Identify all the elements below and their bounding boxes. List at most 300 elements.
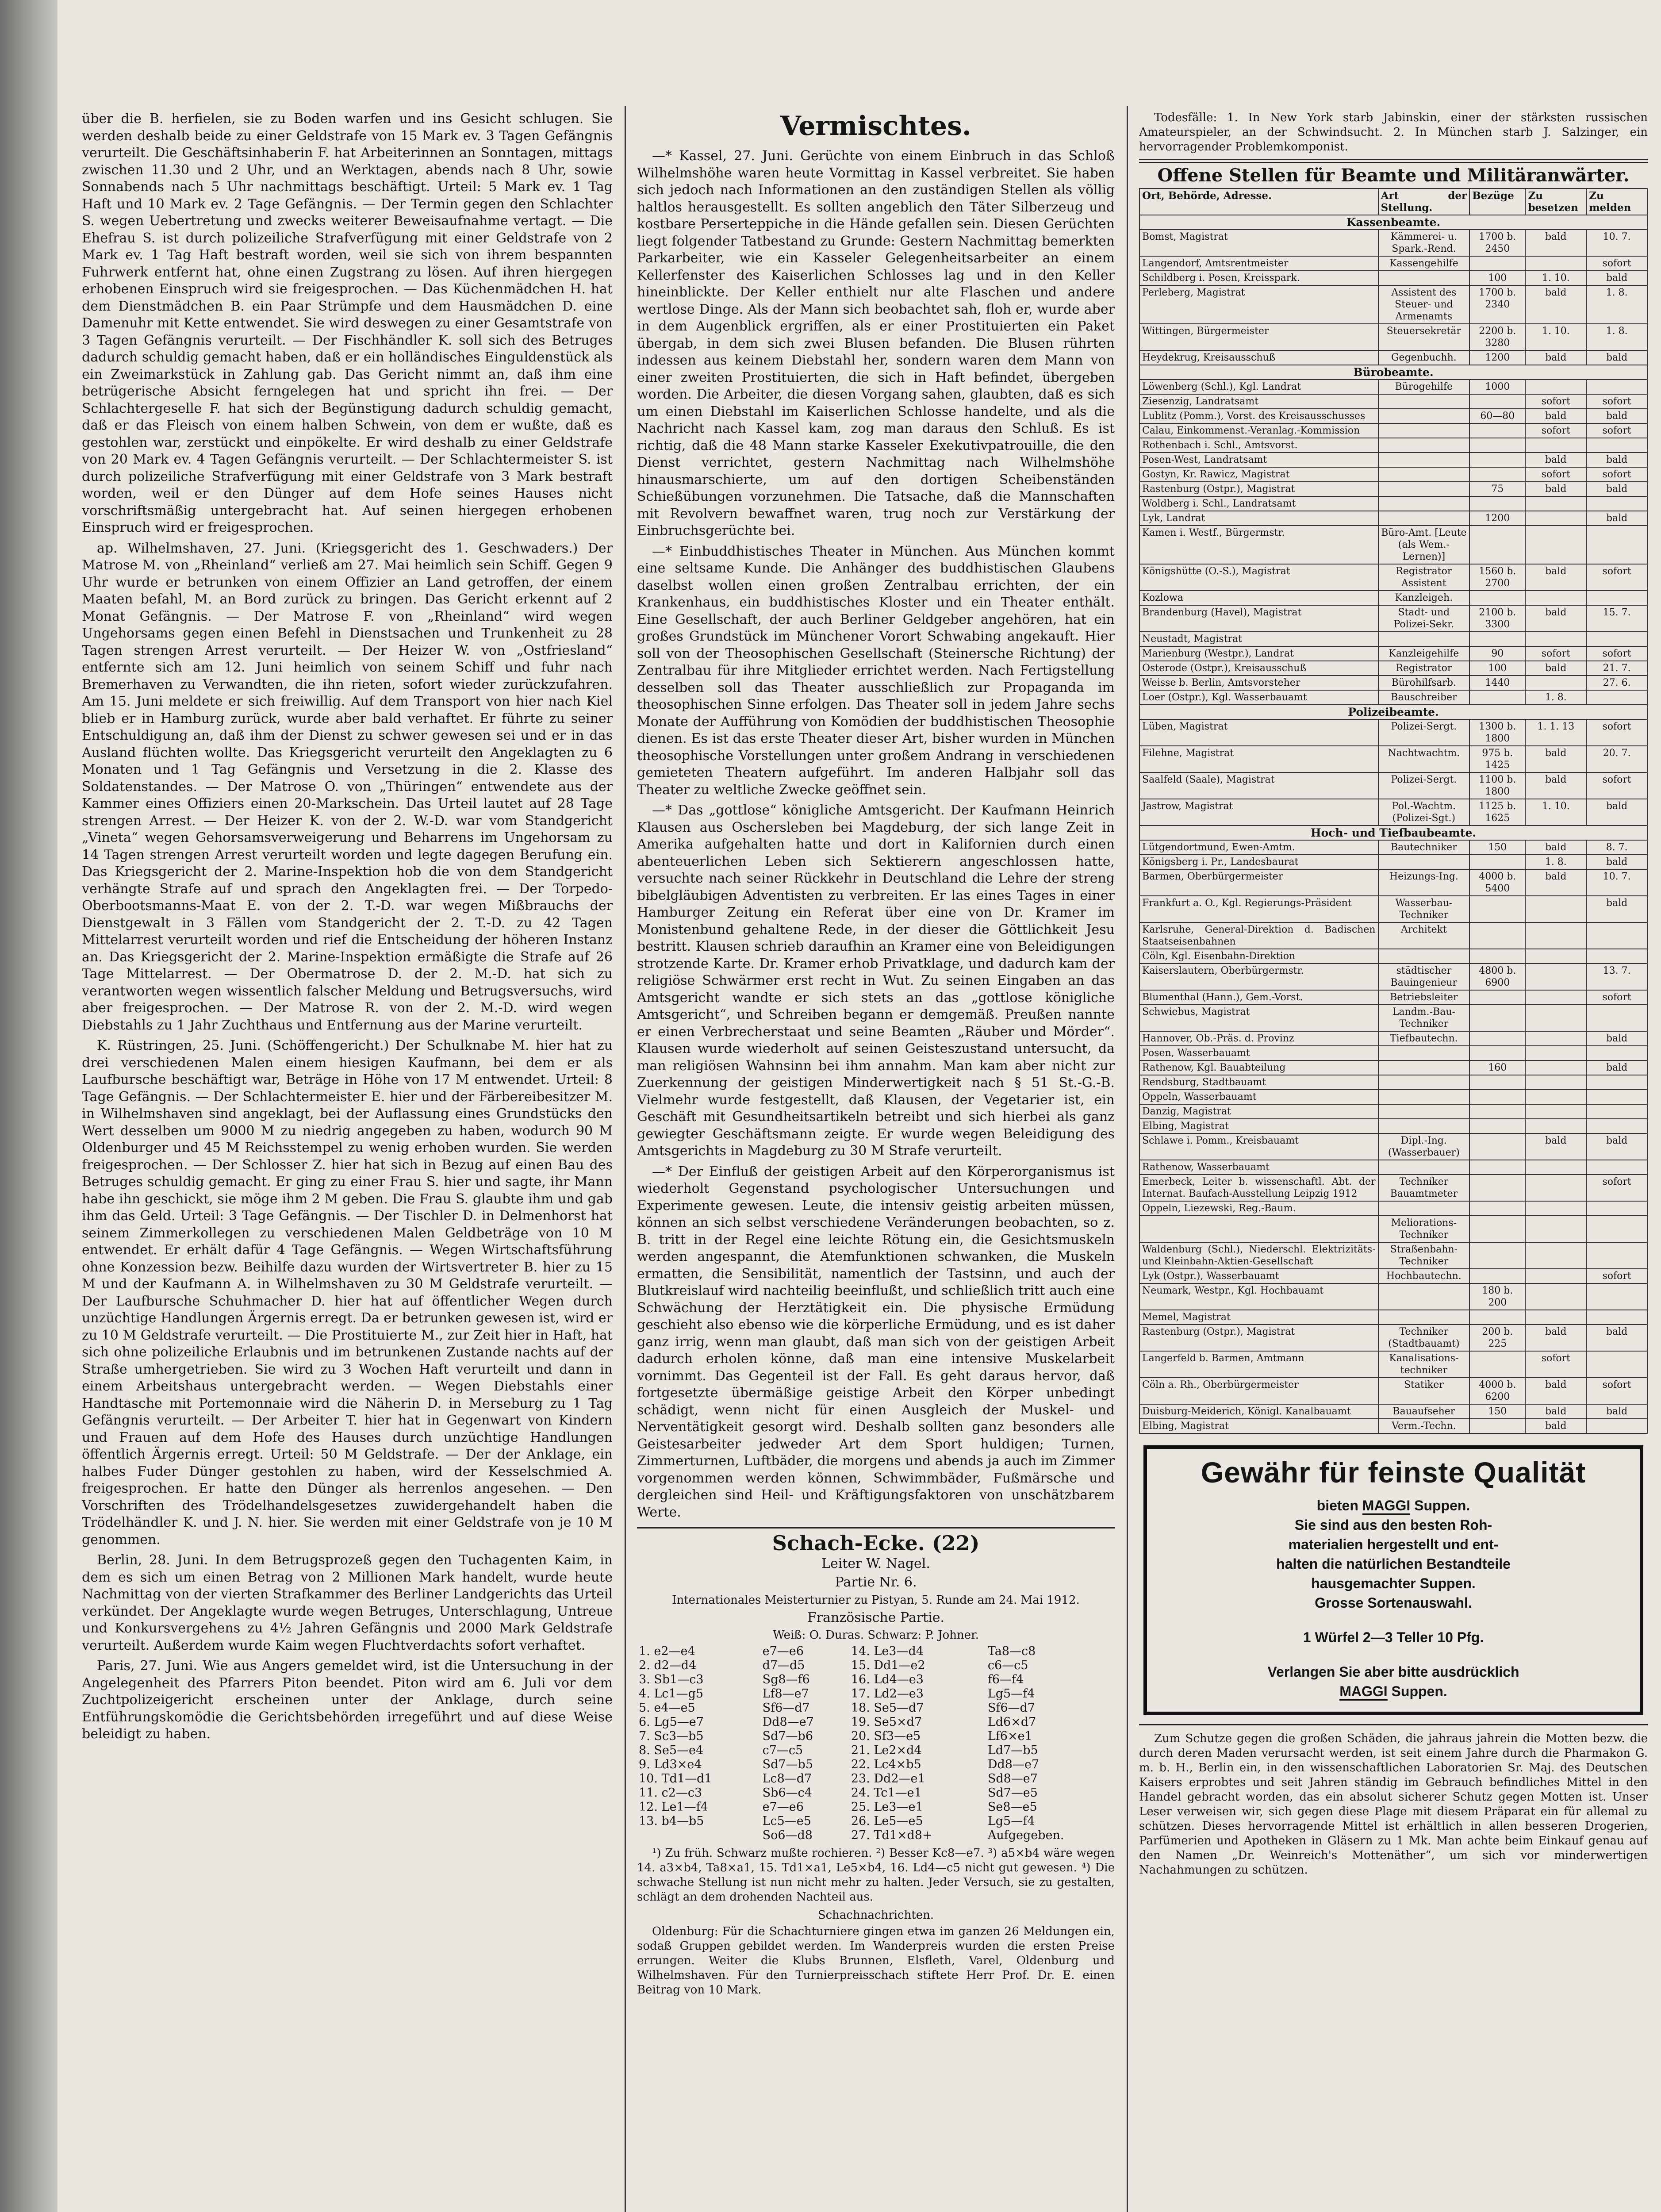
job-cell: Bürohilfsarb. xyxy=(1378,676,1470,690)
job-cell: 4000 b. 5400 xyxy=(1469,869,1525,896)
job-cell xyxy=(1586,690,1647,705)
job-cell: Schildberg i. Posen, Kreisspark. xyxy=(1139,271,1378,285)
job-cell xyxy=(1469,949,1525,964)
job-cell xyxy=(1469,1031,1525,1046)
job-row xyxy=(1139,1133,1647,1160)
job-cell xyxy=(1586,1160,1647,1175)
job-cell: Meliorations-Techniker xyxy=(1378,1216,1470,1242)
job-cell xyxy=(1586,438,1647,453)
divider xyxy=(637,1527,1115,1528)
chess-move-cell: 8. Se5—e4 xyxy=(639,1743,704,1757)
job-row xyxy=(1139,496,1647,511)
job-cell: Oppeln, Liezewski, Reg.-Baum. xyxy=(1139,1201,1378,1216)
chess-move-cell xyxy=(637,1828,761,1843)
job-cell: 1. 10. xyxy=(1525,324,1586,350)
job-cell: Kämmerei- u. Spark.-Rend. xyxy=(1378,230,1470,256)
chess-move-cell: d7—d5 xyxy=(762,1659,805,1672)
news-paragraph: —* Einbuddhistisches Theater in München. Aus München kommt eine seltsame Kunde. Die Anhänger des buddhistischen Glaubens daselbst wollen einen großen Zentralbau errichten, der ein Krankenhaus, ein buddhistisches Kloster und ein Theater enthält. Eine Gesellschaft, der auch Berliner Geldgeber angehören, hat ein großes Grundstück im Münchener Vorort Schwabing angekauft. Hier soll von der Theosophischen Gesellschaft (Steinersche Richtung) der Zentralbau für ihre Mitglieder errichtet werden. Nach Fertigstellung desselben soll das Theater ausschließlich zur Propaganda im theosophischen Sinne erfolgen. Das Theater soll in jedem Jahre sechs Monate der Aufführung von Komödien der buddhistischen Theosophie dienen. Es ist das erste Theater dieser Art, bisher wurden in München theosophische Vorstellungen unter großem Andrang in verschiedenen gemieteten Theatern aufgeführt. Im anderen Halbjahr soll das Theater zu weltliche Zwecke geöffnet sein. xyxy=(637,543,1115,798)
binding-edge xyxy=(0,0,58,2212)
job-cell xyxy=(1525,1242,1586,1269)
job-cell: Assistent des Steuer- und Armenamts xyxy=(1378,285,1470,324)
job-cell: 1. 8. xyxy=(1525,855,1586,869)
chess-moves-table xyxy=(637,1644,1115,1843)
job-cell xyxy=(1525,511,1586,526)
job-row xyxy=(1139,256,1647,271)
job-cell xyxy=(1525,1216,1586,1242)
job-cell xyxy=(1525,922,1586,949)
job-cell xyxy=(1586,591,1647,605)
job-row xyxy=(1139,1104,1647,1119)
job-cell: Straßenbahn-Techniker xyxy=(1378,1242,1470,1269)
court-report-paragraph: ap. Wilhelmshaven, 27. Juni. (Kriegsgericht des 1. Geschwaders.) Der Matrose M. von „Rheinland“ verließ am 27. Mai heimlich sein Schiff. Gegen 9 Uhr wurde er betrunken von einem Offizier an Land getroffen, der einem Maaten befahl, M. an Bord zurück zu bringen. Das Gericht erkennt auf 2 Monat Gefängnis. — Der Matrose F. von „Rheinland“ wird wegen Ungehorsams gegen einen Befehl in Dienstsachen und Trunkenheit zu 28 Tagen strengen Arrest verurteilt. — Der Heizer W. von „Ostfriesland“ entfernte sich am 12. Juni heimlich von seinem Schiff und fuhr nach Bremerhaven zu Verwandten, die ihn rieten, sofort wieder zurückzufahren. Am 15. Juni meldete er sich freiwillig. Auf dem Transport von hier nach Kiel blieb er in Hamburg zurück, wurde aber bald verhaftet. Er führte zu seiner Entschuldigung an, daß ihm der Dienst zu schwer gewesen sei und er in das Ausland flüchten wollte. Das Kriegsgericht verurteilt den Angeklagten zu 6 Monaten und 1 Tag Gefängnis und Versetzung in die 2. Klasse des Soldatenstandes. — Der Matrose O. von „Thüringen“ entwendete aus der Kammer eines Offiziers einen 20-Markschein. Das Urteil lautet auf 28 Tage strengen Arrest. — Der Heizer K. von der 2. W.-D. war vom Standgericht „Vineta“ wegen Gehorsamsverweigerung und Beharrens im Ungehorsam zu 14 Tagen strengen Arrest verurteilt worden und legte dagegen Berufung ein. Das Kriegsgericht der 2. Marine-Inspektion hob die von dem Standgericht verhängte Strafe auf und sprach den Angeklagten frei. — Der Torpedo-Oberbootsmanns-Maat E. von der 2. T.-D. war wegen Mißbrauchs der Dienstgewalt in 3 Fällen vom Standgericht der 2. T.-D. zu 42 Tagen Mittelarrest verurteilt worden und rief die Entscheidung der höheren Instanz an. Das Kriegsgericht der 2. Marine-Inspektion ermäßigte die Strafe auf 26 Tage Mittelarrest. — Der Obermatrose D. der 2. M.-D. hat sich zu verantworten wegen wissentlich falscher Meldung und Betrugsversuchs, wird aber freigesprochen. — Der Matrose R. von der 2. M.-D. wird wegen Diebstahls zu 1 Jahr Zuchthaus und Entfernung aus der Marine verurteilt. xyxy=(82,540,613,1033)
news-paragraph: —* Kassel, 27. Juni. Gerüchte von einem Einbruch in das Schloß Wilhelmshöhe waren heute Vormittag in Kassel verbreitet. Sie haben sich jedoch nach Informationen an den zuständigen Stellen als völlig haltlos herausgestellt. Es sollten angeblich den Täter Silberzeug und kostbare Perserteppiche in die Hände gefallen sein. Diesen Gerüchten liegt folgender Tatbestand zu Grunde: Gestern Nachmittag bemerkten Parkarbeiter, wie ein Kasseler Gelegenheitsarbeiter an einem Kellerfenster des Kaiserlichen Schlosses lag und in den Keller hineinblickte. Der Keller enthielt nur alte Flaschen und andere wertlose Dinge. Als der Mann sich beobachtet sah, floh er, wurde aber in dem Augenblick ergriffen, als er einer Prostituierten ein Paket übergab, in dem sich zwei Blusen befanden. Die Blusen rührten indessen aus keinem Diebstahl her, sondern waren dem Mann von einer zweiten Prostituierten, die sich in Haft befindet, übergeben worden. Die Arbeiter, die diesen Vorgang sahen, glaubten, daß es sich um einen Diebstahl im Kaiserlichen Schlosse handelte, und als die Nachricht nach Kassel kam, zog man daraus den Schluß. Es ist richtig, daß die 48 Mann starke Kasseler Exekutivpatrouille, die den Dienst verrichtet, gestern Nachmittag nach Wilhelmshöhe hinausmarschierte, um auf den dortigen Scheibenständen Schießübungen vorzunehmen. Die Tatsache, daß die Mannschaften mit Revolvern bewaffnet waren, trug noch zur Verstärkung der Einbruchsgerüchte bei. xyxy=(637,148,1115,538)
job-cell: Kassengehilfe xyxy=(1378,256,1470,271)
job-cell xyxy=(1469,423,1525,438)
job-cell: 1. 8. xyxy=(1586,285,1647,324)
chess-move-cell: Sd8—e7 xyxy=(987,1772,1038,1786)
job-cell xyxy=(1378,467,1470,482)
job-row xyxy=(1139,632,1647,646)
job-cell xyxy=(1469,1046,1525,1060)
column-middle xyxy=(637,111,1115,2212)
job-cell: bald xyxy=(1525,482,1586,496)
ad-brand-logo: MAGGI xyxy=(1339,1683,1387,1701)
job-cell: Tiefbautechn. xyxy=(1378,1031,1470,1046)
job-row xyxy=(1139,438,1647,453)
job-category-row xyxy=(1139,705,1647,719)
job-cell: Königsberg i. Pr., Landesbaurat xyxy=(1139,855,1378,869)
job-cell xyxy=(1469,453,1525,467)
job-col-header: Art der Stellung. xyxy=(1378,188,1470,215)
job-row xyxy=(1139,1119,1647,1133)
chess-move-cell: Sg8—f6 xyxy=(762,1673,810,1686)
job-cell: Betriebsleiter xyxy=(1378,990,1470,1005)
job-cell xyxy=(1469,1090,1525,1104)
chess-move-cell: 27. Td1×d8+ xyxy=(851,1828,932,1842)
job-cell xyxy=(1586,1242,1647,1269)
job-cell: sofort xyxy=(1586,423,1647,438)
job-row xyxy=(1139,1046,1647,1060)
job-cell xyxy=(1525,1175,1586,1201)
job-cell: 2200 b. 3280 xyxy=(1469,324,1525,350)
job-cell xyxy=(1525,438,1586,453)
job-row xyxy=(1139,511,1647,526)
job-cell: Wittingen, Bürgermeister xyxy=(1139,324,1378,350)
job-col-header: Ort, Behörde, Adresse. xyxy=(1139,188,1378,215)
job-row xyxy=(1139,1242,1647,1269)
job-cell: Duisburg-Meiderich, Königl. Kanalbauamt xyxy=(1139,1404,1378,1419)
job-cell: Heydekrug, Kreisausschuß xyxy=(1139,350,1378,365)
chess-move-cell: Lg5—f4 xyxy=(987,1687,1035,1701)
chess-move-cell: 13. b4—b5 xyxy=(639,1814,704,1828)
job-cell: Osterode (Ostpr.), Kreisausschuß xyxy=(1139,661,1378,676)
job-row xyxy=(1139,964,1647,990)
job-col-header: Zu besetzen xyxy=(1525,188,1586,215)
chess-news-heading: Schachnachrichten. xyxy=(817,1909,934,1922)
news-paragraph: —* Das „gottlose“ königliche Amtsgericht. Der Kaufmann Heinrich Klausen aus Oschersleben bei Magdeburg, der sich lange Zeit in Amerika aufgehalten hatte und dort in Kalifornien durch einen abenteuerlichen Leben sich Sektierern angeschlossen hatte, versuchte nach seiner Rückkehr in Deutschland die Lehre der streng bibelgläubigen Adventisten zu verbreiten. Er las eines Tages in einer Hamburger Zeitung ein Referat über eine von Dr. Kramer im Monistenbund gehaltene Rede, in der dieser die Göttlichkeit Jesu bestritt. Klausen schrieb daraufhin an Kramer eine von Beleidigungen strotzende Karte. Dr. Kramer erhob Privatklage, und dadurch kam der religiöse Schwärmer erst recht in Wut. Zu seinen Eingaben an das Amtsgericht wandte er sich stets an das „gottlose königliche Amtsgericht“, und Schreiben begann er demgemäß. Preußen nannte er einen Verbrecherstaat und seine Beamten „Räuber und Mörder“. Klausen wurde wiederholt auf seinen Geisteszustand untersucht, da man religiösen Wahnsinn bei ihm annahm. Man kam aber nicht zur Zuerkennung der geistigen Minderwertigkeit nach § 51 St.-G.-B. Vielmehr wurde festgestellt, daß Klausen, der Vegetarier ist, ein Geschäft mit Gesundheitsartikeln betreibt und sich hierbei als ganz gewiegter Geschäftsmann zeigte. Er wurde wegen Beleidigung des Amtsgerichts in Magdeburg zu 30 M Strafe verurteilt. xyxy=(637,803,1115,1159)
job-cell: 1700 b. 2340 xyxy=(1469,285,1525,324)
job-cell: 27. 6. xyxy=(1586,676,1647,690)
job-category-row xyxy=(1139,215,1647,230)
job-row xyxy=(1139,1310,1647,1325)
chess-move-cell: 24. Tc1—e1 xyxy=(851,1786,922,1800)
job-cell: Bürogehilfe xyxy=(1378,380,1470,394)
job-cell xyxy=(1525,591,1586,605)
job-cell: Langerfeld b. Barmen, Amtmann xyxy=(1139,1351,1378,1378)
job-cell: bald xyxy=(1525,409,1586,423)
job-row xyxy=(1139,896,1647,922)
chess-move-cell: Aufgegeben. xyxy=(987,1828,1064,1842)
job-cell: städtischer Bauingenieur xyxy=(1378,964,1470,990)
job-cell xyxy=(1378,511,1470,526)
job-cell: Kanzleigehilfe xyxy=(1378,646,1470,661)
job-cell xyxy=(1525,1104,1586,1119)
job-cell: Weisse b. Berlin, Amtsvorsteher xyxy=(1139,676,1378,690)
job-cell: Elbing, Magistrat xyxy=(1139,1419,1378,1433)
job-cell xyxy=(1378,1046,1470,1060)
chess-move-cell: c7—c5 xyxy=(762,1743,803,1757)
job-cell: sofort xyxy=(1586,990,1647,1005)
chess-move-row xyxy=(637,1659,1115,1673)
chess-move-row xyxy=(637,1729,1115,1743)
chess-move-cell: 18. Se5—d7 xyxy=(851,1701,924,1715)
chess-move-cell: 5. e4—e5 xyxy=(639,1701,695,1715)
job-row xyxy=(1139,990,1647,1005)
job-cell: bald xyxy=(1586,1060,1647,1075)
chess-move-cell: e7—e6 xyxy=(762,1800,804,1814)
job-row xyxy=(1139,271,1647,285)
job-cell xyxy=(1469,1216,1525,1242)
chess-move-cell: 19. Se5×d7 xyxy=(851,1715,922,1729)
job-cell: 1. 8. xyxy=(1525,690,1586,705)
ad-price: 1 Würfel 2—3 Teller 10 Pfg. xyxy=(1303,1629,1484,1645)
column-rule xyxy=(1127,106,1128,2212)
job-cell: Frankfurt a. O., Kgl. Regierungs-Präsident xyxy=(1139,896,1378,922)
job-cell: 15. 7. xyxy=(1586,605,1647,632)
job-row xyxy=(1139,467,1647,482)
job-cell xyxy=(1378,1310,1470,1325)
job-cell: 150 xyxy=(1469,840,1525,855)
job-cell: bald xyxy=(1525,564,1586,591)
job-cell xyxy=(1378,1283,1470,1310)
job-cell: sofort xyxy=(1586,1269,1647,1283)
job-cell: bald xyxy=(1586,855,1647,869)
job-row xyxy=(1139,661,1647,676)
job-cell xyxy=(1469,526,1525,564)
chess-move-row xyxy=(637,1800,1115,1814)
chess-move-cell: Lc5—e5 xyxy=(762,1814,811,1828)
job-cell: Königshütte (O.-S.), Magistrat xyxy=(1139,564,1378,591)
job-row xyxy=(1139,324,1647,350)
job-row xyxy=(1139,799,1647,826)
job-row xyxy=(1139,1060,1647,1075)
job-cell: Emerbeck, Leiter b. wissenschaftl. Abt. der Internat. Baufach-Ausstellung Leipzig 1912 xyxy=(1139,1175,1378,1201)
job-cell: sofort xyxy=(1525,423,1586,438)
job-cell: Cöln a. Rh., Oberbürgermeister xyxy=(1139,1378,1378,1404)
job-cell: Lüben, Magistrat xyxy=(1139,719,1378,746)
job-list-heading: Offene Stellen für Beamte und Militäranwärter. xyxy=(1157,165,1630,186)
job-cell xyxy=(1525,1310,1586,1325)
job-row xyxy=(1139,1090,1647,1104)
job-cell: Memel, Magistrat xyxy=(1139,1310,1378,1325)
job-cell xyxy=(1469,1175,1525,1201)
job-col-header: Zu melden xyxy=(1586,188,1647,215)
job-cell xyxy=(1378,1075,1470,1090)
job-cell: 1000 xyxy=(1469,380,1525,394)
job-cell: Verm.-Techn. xyxy=(1378,1419,1470,1433)
chess-move-cell: 26. Le5—e5 xyxy=(851,1814,923,1828)
job-row xyxy=(1139,1419,1647,1433)
chess-move-cell: 22. Lc4×b5 xyxy=(851,1758,921,1771)
job-cell: 1200 xyxy=(1469,350,1525,365)
job-cell: 1700 b. 2450 xyxy=(1469,230,1525,256)
job-cell xyxy=(1469,990,1525,1005)
job-row xyxy=(1139,719,1647,746)
job-cell: 1100 b. 1800 xyxy=(1469,772,1525,799)
job-cell xyxy=(1586,1119,1647,1133)
job-cell: 1560 b. 2700 xyxy=(1469,564,1525,591)
job-cell: 180 b. 200 xyxy=(1469,1283,1525,1310)
job-cell: Kanalisations-techniker xyxy=(1378,1351,1470,1378)
chess-move-cell: Lc8—d7 xyxy=(762,1772,812,1786)
job-row xyxy=(1139,380,1647,394)
job-row xyxy=(1139,1216,1647,1242)
ad-line: Grosse Sortenauswahl. xyxy=(1315,1595,1472,1611)
job-category-label: Hoch- und Tiefbaubeamte. xyxy=(1139,826,1647,840)
job-cell: 1300 b. 1800 xyxy=(1469,719,1525,746)
job-cell xyxy=(1586,1090,1647,1104)
job-cell: bald xyxy=(1525,1378,1586,1404)
job-cell: Gostyn, Kr. Rawicz, Magistrat xyxy=(1139,467,1378,482)
job-cell: 150 xyxy=(1469,1404,1525,1419)
job-cell xyxy=(1586,1075,1647,1090)
job-cell: 75 xyxy=(1469,482,1525,496)
job-cell: 100 xyxy=(1469,661,1525,676)
job-category-label: Kassenbeamte. xyxy=(1139,215,1647,230)
job-cell: bald xyxy=(1525,869,1586,896)
job-cell: 4800 b. 6900 xyxy=(1469,964,1525,990)
job-cell xyxy=(1525,1283,1586,1310)
job-cell: Nachtwachtm. xyxy=(1378,746,1470,772)
job-cell: sofort xyxy=(1525,394,1586,409)
job-row xyxy=(1139,285,1647,324)
job-row xyxy=(1139,1378,1647,1404)
job-row xyxy=(1139,564,1647,591)
job-row xyxy=(1139,1031,1647,1046)
job-cell xyxy=(1525,496,1586,511)
ad-line: materialien hergestellt und ent- xyxy=(1288,1536,1499,1552)
job-cell: Rothenbach i. Schl., Amtsvorst. xyxy=(1139,438,1378,453)
job-cell: Landm.-Bau-Techniker xyxy=(1378,1005,1470,1031)
job-cell: 200 b. 225 xyxy=(1469,1325,1525,1351)
job-cell: bald xyxy=(1525,772,1586,799)
job-cell: 20. 7. xyxy=(1586,746,1647,772)
job-cell: bald xyxy=(1586,799,1647,826)
job-cell: Techniker (Stadtbauamt) xyxy=(1378,1325,1470,1351)
chess-move-cell: Sb6—c4 xyxy=(762,1786,812,1800)
job-row xyxy=(1139,949,1647,964)
job-cell: Rathenow, Kgl. Bauabteilung xyxy=(1139,1060,1378,1075)
chess-move-cell: 7. Sc3—b5 xyxy=(639,1729,704,1743)
job-cell: 90 xyxy=(1469,646,1525,661)
chess-move-cell: So6—d8 xyxy=(762,1828,813,1842)
job-cell xyxy=(1525,964,1586,990)
job-row xyxy=(1139,772,1647,799)
job-vacancies-table xyxy=(1139,188,1648,1434)
chess-notes: ¹) Zu früh. Schwarz mußte rochieren. ²) Besser Kc8—e7. ³) a5×b4 wäre wegen 14. a3×b4, Ta8×a1, 15. Td1×a1, Le5×b4, 16. Ld4—c5 nicht gut gewesen. ⁴) Die schwache Stellung ist nun nicht mehr zu halten. Jeder Versuch, sie zu gestalten, schlägt an dem drohenden Nachteil aus. xyxy=(637,1847,1115,1904)
job-cell xyxy=(1378,438,1470,453)
chess-move-cell: Dd8—e7 xyxy=(987,1758,1040,1771)
job-cell: bald xyxy=(1525,661,1586,676)
chess-leader: Leiter W. Nagel. xyxy=(821,1555,930,1571)
job-col-header: Bezüge xyxy=(1469,188,1525,215)
job-cell xyxy=(1469,1075,1525,1090)
job-row xyxy=(1139,646,1647,661)
job-cell: Kamen i. Westf., Bürgermstr. xyxy=(1139,526,1378,564)
job-cell xyxy=(1378,1201,1470,1216)
chess-move-cell: 16. Ld4—e3 xyxy=(851,1673,924,1686)
chess-move-cell: c6—c5 xyxy=(987,1659,1028,1672)
job-cell: bald xyxy=(1586,1404,1647,1419)
divider xyxy=(1139,1724,1648,1725)
job-row xyxy=(1139,453,1647,467)
court-report-paragraph: Berlin, 28. Juni. In dem Betrugsprozeß gegen den Tuchagenten Kaim, in dem es sich um einen Betrag von 2 Millionen Mark handelt, wurde heute Nachmittag von der vierten Strafkammer des Berliner Landgerichts das Urteil verkündet. Der Angeklagte wurde wegen Betruges, Unterschlagung, Untreue und Konkursvergehens zu 4½ Jahren Gefängnis und 2000 Mark Geldstrafe verurteilt. Außerdem wurde Kaim wegen Fluchtverdachts sofort verhaftet. xyxy=(82,1552,613,1653)
chess-heading: Schach-Ecke. (22) xyxy=(772,1531,980,1555)
job-cell xyxy=(1586,496,1647,511)
job-cell: Hannover, Ob.-Präs. d. Provinz xyxy=(1139,1031,1378,1046)
chess-move-row xyxy=(637,1644,1115,1659)
job-row xyxy=(1139,855,1647,869)
ad-text: Suppen. xyxy=(1414,1498,1470,1513)
job-cell: 1. 1. 13 xyxy=(1525,719,1586,746)
job-cell: Lütgendortmund, Ewen-Amtm. xyxy=(1139,840,1378,855)
chess-move-cell: 23. Dd2—e1 xyxy=(851,1772,925,1786)
job-cell xyxy=(1469,1419,1525,1433)
chess-move-cell: Sf6—d7 xyxy=(987,1701,1035,1715)
job-cell: 1440 xyxy=(1469,676,1525,690)
chess-move-row xyxy=(637,1743,1115,1758)
chess-move-cell: 4. Lc1—g5 xyxy=(639,1687,704,1701)
job-cell: Kanzleigeh. xyxy=(1378,591,1470,605)
column-left xyxy=(82,111,613,2212)
job-cell xyxy=(1525,256,1586,271)
chess-game-title: Partie Nr. 6. xyxy=(835,1575,917,1590)
job-cell: Filehne, Magistrat xyxy=(1139,746,1378,772)
job-cell: 8. 7. xyxy=(1586,840,1647,855)
job-cell: sofort xyxy=(1586,1175,1647,1201)
job-row xyxy=(1139,1404,1647,1419)
job-cell xyxy=(1525,676,1586,690)
chess-move-cell: Lg5—f4 xyxy=(987,1814,1035,1828)
job-cell: 13. 7. xyxy=(1586,964,1647,990)
chess-move-cell: f6—f4 xyxy=(987,1673,1024,1686)
job-cell: Saalfeld (Saale), Magistrat xyxy=(1139,772,1378,799)
job-cell: Neumark, Westpr., Kgl. Hochbauamt xyxy=(1139,1283,1378,1310)
job-cell: sofort xyxy=(1586,772,1647,799)
job-row xyxy=(1139,591,1647,605)
column-rule xyxy=(625,106,626,2212)
job-row xyxy=(1139,230,1647,256)
job-cell xyxy=(1586,632,1647,646)
job-cell: Lublitz (Pomm.), Vorst. des Kreisausschusses xyxy=(1139,409,1378,423)
job-cell xyxy=(1378,409,1470,423)
chess-move-cell: 9. Ld3×e4 xyxy=(639,1758,702,1771)
job-cell xyxy=(1525,380,1586,394)
job-row xyxy=(1139,409,1647,423)
job-cell xyxy=(1525,632,1586,646)
job-cell: Oppeln, Wasserbauamt xyxy=(1139,1090,1378,1104)
chess-players: Weiß: O. Duras. Schwarz: P. Johner. xyxy=(773,1628,979,1642)
job-cell xyxy=(1469,591,1525,605)
job-row xyxy=(1139,1269,1647,1283)
job-cell: Steuersekretär xyxy=(1378,324,1470,350)
chess-move-cell: 1. e2—e4 xyxy=(639,1644,695,1658)
job-cell: sofort xyxy=(1525,646,1586,661)
job-cell: bald xyxy=(1586,896,1647,922)
job-cell: bald xyxy=(1586,271,1647,285)
job-row xyxy=(1139,1005,1647,1031)
job-cell: Dipl.-Ing. (Wasserbauer) xyxy=(1378,1133,1470,1160)
job-cell: Ziesenzig, Landratsamt xyxy=(1139,394,1378,409)
job-cell: 4000 b. 6200 xyxy=(1469,1378,1525,1404)
job-row xyxy=(1139,423,1647,438)
job-row xyxy=(1139,869,1647,896)
job-cell: Posen, Wasserbauamt xyxy=(1139,1046,1378,1060)
job-cell: bald xyxy=(1525,746,1586,772)
ad-text: Suppen. xyxy=(1391,1683,1447,1699)
job-cell: Jastrow, Magistrat xyxy=(1139,799,1378,826)
job-cell xyxy=(1378,949,1470,964)
job-cell xyxy=(1469,855,1525,869)
job-cell xyxy=(1469,922,1525,949)
job-cell: Perleberg, Magistrat xyxy=(1139,285,1378,324)
job-cell: Waldenburg (Schl.), Niederschl. Elektrizitäts- und Kleinbahn-Aktien-Gesellschaft xyxy=(1139,1242,1378,1269)
chess-move-cell: Se8—e5 xyxy=(987,1800,1037,1814)
job-cell: Gegenbuchh. xyxy=(1378,350,1470,365)
job-cell: 975 b. 1425 xyxy=(1469,746,1525,772)
job-cell xyxy=(1378,496,1470,511)
job-cell: Brandenburg (Havel), Magistrat xyxy=(1139,605,1378,632)
job-cell xyxy=(1378,855,1470,869)
job-row xyxy=(1139,840,1647,855)
job-row xyxy=(1139,1325,1647,1351)
job-cell xyxy=(1586,1005,1647,1031)
job-cell: Lyk, Landrat xyxy=(1139,511,1378,526)
job-cell xyxy=(1586,1351,1647,1378)
section-heading: Vermischtes. xyxy=(780,111,971,142)
job-cell: Elbing, Magistrat xyxy=(1139,1119,1378,1133)
ad-line xyxy=(1160,1682,1626,1701)
job-cell: bald xyxy=(1586,409,1647,423)
chess-move-row xyxy=(637,1701,1115,1715)
job-cell: sofort xyxy=(1586,1378,1647,1404)
chess-move-cell: 11. c2—c3 xyxy=(639,1786,702,1800)
job-cell xyxy=(1525,896,1586,922)
job-row xyxy=(1139,1175,1647,1201)
job-cell: Posen-West, Landratsamt xyxy=(1139,453,1378,467)
chess-news: Oldenburg: Für die Schachturniere gingen etwa im ganzen 26 Meldungen ein, sodaß Gruppen gebildet werden. Im Wanderpreis wurden die ersten Preise errungen. Weiter die Klubs Brunnen, Elsfleth, Varel, Oldenburg und Wilhelmshaven. Für den Turnierpreisschach stiftete Herr Prof. Dr. E. einen Beitrag von 10 Mark. xyxy=(637,1925,1115,1997)
job-cell: 1. 8. xyxy=(1586,324,1647,350)
ad-line: Sie sind aus den besten Roh- xyxy=(1294,1517,1492,1533)
chess-event: Internationales Meisterturnier zu Pistyan, 5. Runde am 24. Mai 1912. xyxy=(672,1593,1080,1607)
job-cell xyxy=(1525,526,1586,564)
job-cell xyxy=(1378,1090,1470,1104)
chess-deaths-notice: Todesfälle: 1. In New York starb Jabinskin, einer der stärksten russischen Amateurspieler, an der Schwindsucht. 2. In München starb J. Salzinger, ein hervorragender Problemkomponist. xyxy=(1139,111,1648,154)
job-cell xyxy=(1378,632,1470,646)
chess-move-cell: Dd8—e7 xyxy=(762,1715,814,1729)
job-cell xyxy=(1525,1201,1586,1216)
job-cell: sofort xyxy=(1586,646,1647,661)
